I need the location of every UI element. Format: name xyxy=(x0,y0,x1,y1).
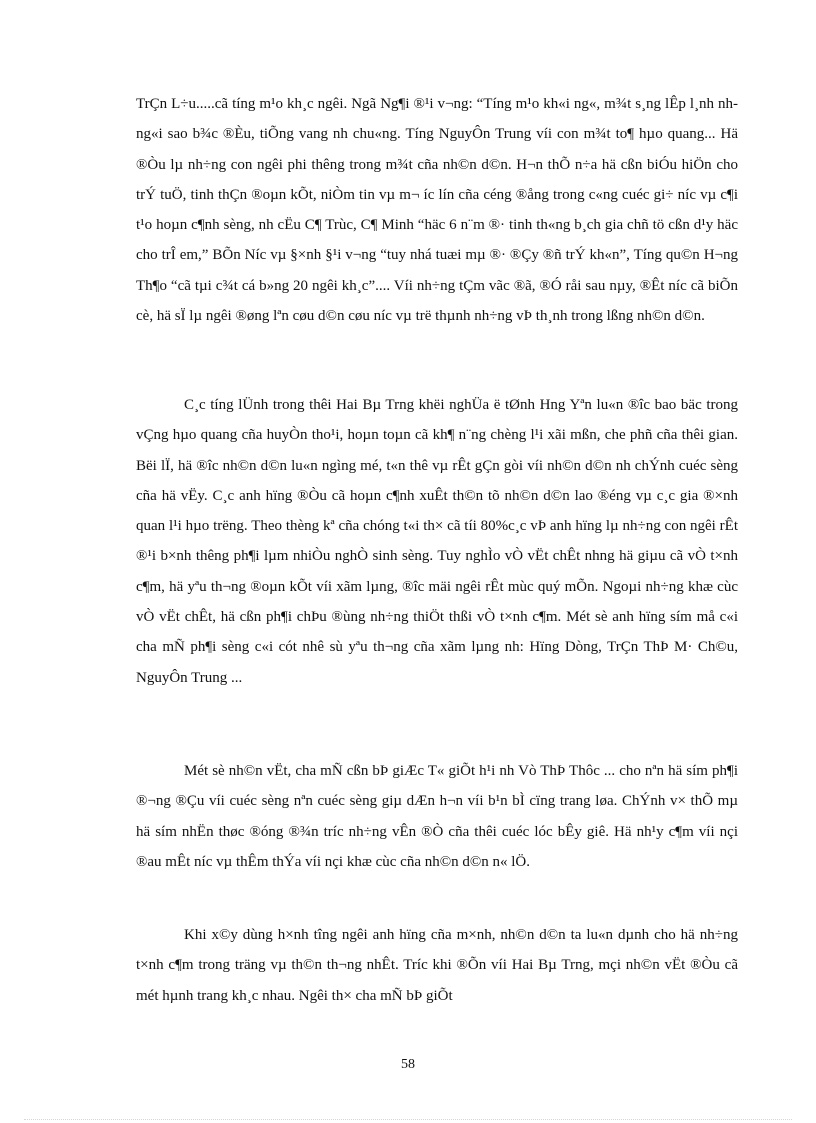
paragraph-4 xyxy=(136,920,738,1011)
paragraph-4-text: Khi x©y dùng h×nh tîng ngêi anh hïng cña m×nh, nh©n d©n ta lu«n dµnh cho hä nh÷ng t×nh c¶m trong träng vµ th©n th¬ng nhÊt. Tríc khi ®Õn víi Hai Bµ Trng, mçi nh©n vËt ®Òu cã mét hµnh trang kh¸c nhau. Ngêi th× cha mÑ bÞ giÕt xyxy=(136,927,738,1004)
paragraph-3-text: Mét sè nh©n vËt, cha mÑ cßn bÞ giÆc T« giÕt h¹i nh Vò ThÞ Thôc ... cho nªn hä sím ph¶i ®¬ng ®Çu víi cuéc sèng nªn cuéc sèng giµ dÆn h¬n víi b¹n bÌ cïng trang løa. ChÝnh v× thÕ mµ hä sím nhËn thøc ®óng ®¾n tríc nh÷ng vÊn ®Ò cña thêi cuéc lóc bÊy giê. Hä nh¹y c¶m víi nçi ®au mÊt níc vµ thÊm thÝa víi nçi khæ cùc cña nh©n d©n n« lÖ. xyxy=(136,763,738,870)
paragraph-2-text: C¸c tíng lÜnh trong thêi Hai Bµ Trng khëi nghÜa ë tØnh Hng Yªn lu«n ®îc bao bäc trong vÇng hµo quang cña huyÒn tho¹i, hoµn toµn cã kh¶ n¨ng chèng l¹i xãi mßn, che phñ cña thêi gian. Bëi lÏ, hä ®îc nh©n d©n lu«n ngìng mé, t«n thê vµ rÊt gÇn gòi víi nh©n d©n nh chÝnh cuéc sèng cña hä vËy. C¸c anh hïng ®Òu cã hoµn c¶nh xuÊt th©n tõ nh©n d©n lao ®éng vµ c¸c gia ®×nh quan l¹i hµo trëng. Theo thèng kª cña chóng t«i th× cã tíi 80%c¸c vÞ anh hïng lµ nh÷ng con ngêi rÊt ®¹i b×nh thêng ph¶i lµm nhiÒu nghÒ sinh sèng. Tuy nghÌo vÒ vËt chÊt nhng hä giµu cã vÒ t×nh c¶m, hä yªu th¬ng ®oµn kÕt víi xãm lµng, ®îc mäi ngêi rÊt mùc quý mÕn. Ngoµi nh÷ng khæ cùc vÒ vËt chÊt, hä cßn ph¶i chÞu ®ùng nh÷ng thiÖt thßi vÒ t×nh c¶m. Mét sè anh hïng sím må c«i cha mÑ ph¶i sèng c«i cót nhê sù yªu th¬ng cña xãm lµng nh: Hïng Dòng, TrÇn ThÞ M· Ch©u, NguyÔn Trung ... xyxy=(136,397,738,686)
paragraph-3 xyxy=(136,756,738,877)
page-number: 58 xyxy=(401,1057,415,1072)
paragraph-1: TrÇn L÷u.....cã tíng m¹o kh¸c ngêi. Ngã Ng¶i ®¹i v¬ng: “Tíng m¹o kh«i ng«, m¾t s¸ng lÊp l¸nh nh ng«i sao b¾c ®Èu, tiÕng vang nh chu«ng. Tíng NguyÔn Trung víi con m¾t to¶ hµo quang... Hä ®Òu lµ nh÷ng con ngêi phi thêng trong m¾t cña nh©n d©n. H¬n thÕ n÷a hä cßn biÓu hiÖn cho trÝ tuÖ, tinh thÇn ®oµn kÕt, niÒm tin vµ m¬ íc lín cña céng ®ång trong c«ng cuéc gi÷ níc vµ c¶i t¹o hoµn c¶nh sèng, nh cËu C¶ Trùc, C¶ Minh “häc 6 n¨m ®· tinh th«ng b¸ch gia chñ tö cßn d¹y häc cho trÎ em,” BÕn Níc vµ §×nh §¹i v¬ng “tuy nhá tuæi mµ ®· ®Çy ®ñ trÝ kh«n”, Tíng qu©n H¬ng Th¶o “cã tµi c¾t cá b»ng 20 ngêi kh¸c”.... Víi nh÷ng tÇm vãc ®ã, ®Ó råi sau nµy, ®Êt níc cã biÕn cè, hä sÏ lµ ngêi ®øng lªn cøu d©n cøu níc vµ trë thµnh nh÷ng vÞ th¸nh trong lßng nh©n d©n. xyxy=(136,96,738,325)
paragraph-2 xyxy=(136,390,738,693)
footer-divider xyxy=(24,1119,792,1120)
